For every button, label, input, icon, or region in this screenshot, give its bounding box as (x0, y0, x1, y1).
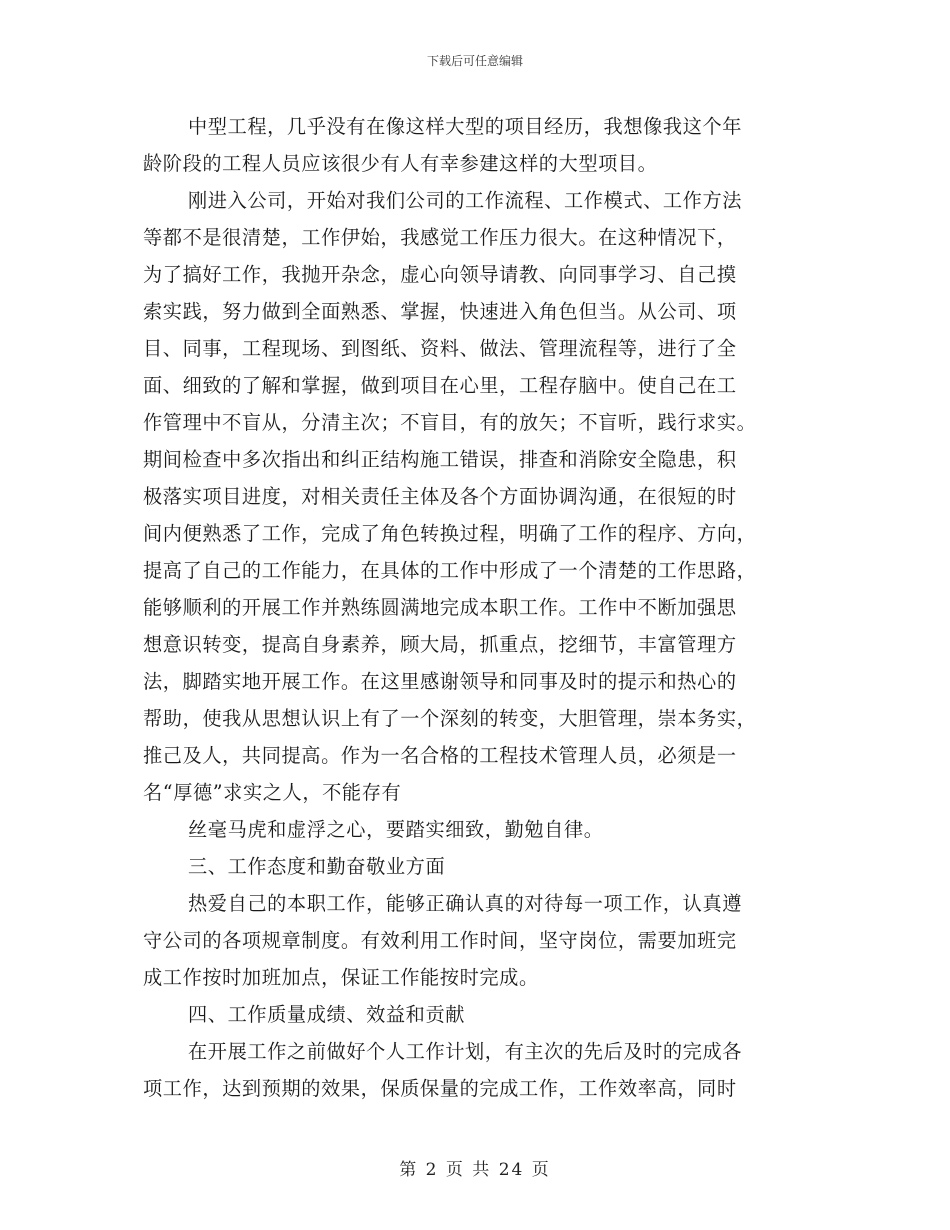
paragraph-line: 索实践，努力做到全面熟悉、掌握，快速进入角色但当。从公司、项 (143, 300, 737, 323)
page-number: 第 2 页 共 24 页 (399, 1160, 551, 1180)
paragraph-line: 作管理中不盲从，分清主次；不盲目，有的放矢；不盲听，践行求实。 (143, 411, 757, 434)
paragraph-line: 热爱自己的本职工作，能够正确认真的对待每一项工作，认真遵 (188, 892, 743, 915)
paragraph-line: 能够顺利的开展工作并熟练圆满地完成本职工作。工作中不断加强思 (143, 596, 737, 619)
paragraph-line: 刚进入公司，开始对我们公司的工作流程、工作模式、工作方法 (188, 189, 743, 212)
paragraph-line: 帮助，使我从思想认识上有了一个深刻的转变，大胆管理，崇本务实， (143, 707, 757, 730)
document-body (143, 108, 808, 1107)
paragraph-line: 期间检查中多次指出和纠正结构施工错误，排查和消除安全隐患，积 (143, 448, 737, 471)
paragraph-line: 守公司的各项规章制度。有效利用工作时间，坚守岗位，需要加班完 (143, 929, 737, 952)
paragraph-line: 间内便熟悉了工作，完成了角色转换过程，明确了工作的程序、方向， (143, 522, 757, 545)
paragraph-line: 成工作按时加班加点，保证工作能按时完成。 (143, 966, 539, 989)
paragraph-line: 提高了自己的工作能力，在具体的工作中形成了一个清楚的工作思路， (143, 559, 757, 582)
paragraph-line: 等都不是很清楚，工作伊始，我感觉工作压力很大。在这种情况下， (143, 226, 737, 249)
paragraph-line: 想意识转变，提高自身素养，顾大局，抓重点，挖细节，丰富管理方 (143, 633, 737, 656)
paragraph-line: 名“厚德”求实之人，不能存有 (143, 781, 402, 804)
paragraph-line: 中型工程，几乎没有在像这样大型的项目经历，我想像我这个年 (188, 115, 743, 138)
paragraph-line: 丝毫马虎和虚浮之心，要踏实细致，勤勉自律。 (188, 818, 604, 841)
paragraph-line: 面、细致的了解和掌握，做到项目在心里，工程存脑中。使自己在工 (143, 374, 737, 397)
paragraph-line: 在开展工作之前做好个人工作计划，有主次的先后及时的完成各 (188, 1040, 743, 1063)
paragraph-line: 龄阶段的工程人员应该很少有人有幸参建这样的大型项目。 (143, 152, 658, 175)
paragraph-line: 法，脚踏实地开展工作。在这里感谢领导和同事及时的提示和热心的 (143, 670, 737, 693)
paragraph-line: 推己及人，共同提高。作为一名合格的工程技术管理人员，必须是一 (143, 744, 737, 767)
paragraph-line: 极落实项目进度，对相关责任主体及各个方面协调沟通，在很短的时 (143, 485, 737, 508)
paragraph-line: 为了搞好工作，我抛开杂念，虚心向领导请教、向同事学习、自己摸 (143, 263, 737, 286)
paragraph-line: 目、同事，工程现场、到图纸、资料、做法、管理流程等，进行了全 (143, 337, 737, 360)
section-heading: 四、工作质量成绩、效益和贡献 (188, 1003, 466, 1026)
page-header: 下载后可任意编辑 (426, 54, 523, 68)
section-heading: 三、工作态度和勤奋敬业方面 (188, 855, 446, 878)
paragraph-line: 项工作，达到预期的效果，保质保量的完成工作，工作效率高，同时 (143, 1077, 737, 1100)
